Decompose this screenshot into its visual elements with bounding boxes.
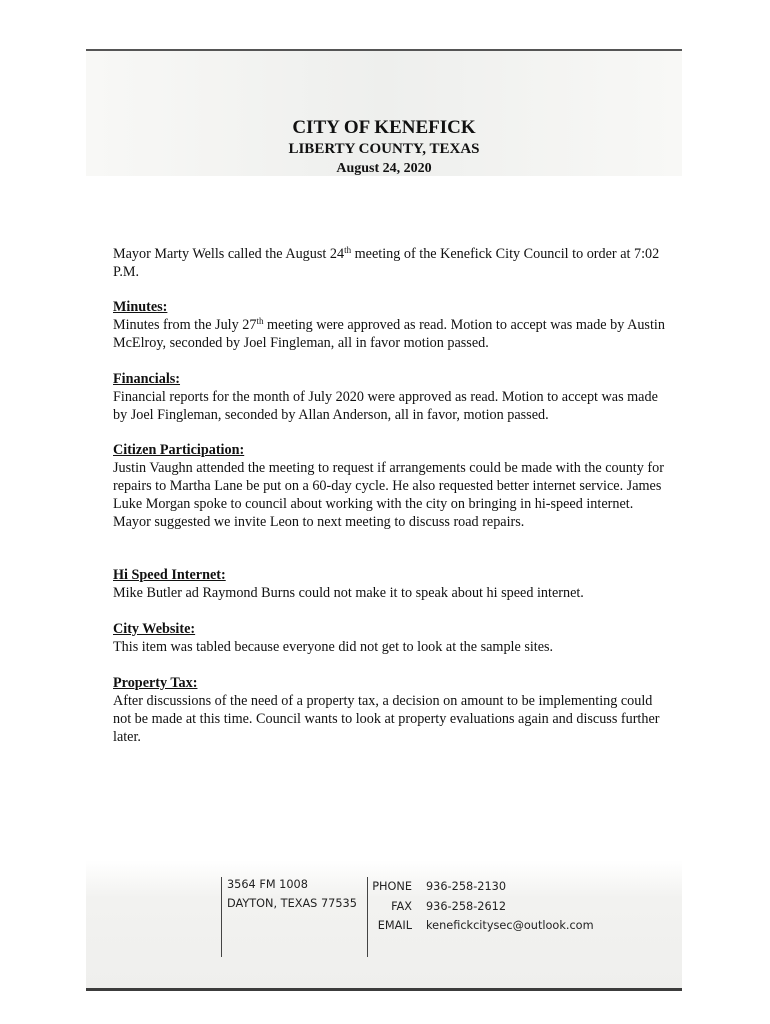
minutes-text-a: Minutes from the July 27 [113,317,257,333]
minutes-sup: th [256,316,264,326]
fax-number: 936-258-2612 [426,900,507,913]
section-heading: Minutes: [113,299,168,315]
page-title: CITY OF KENEFICK [292,117,476,138]
section-heading: Property Tax: [113,675,198,691]
section-text: Mike Butler ad Raymond Burns could not make it to speak about hi speed internet. [113,585,584,601]
address-line-2: DAYTON, TEXAS 77535 [227,897,357,910]
section-property-tax [113,674,673,746]
top-rule [86,49,682,51]
intro-text-b: meeting of the Kenefick City Council to order at 7:02 P.M. [113,246,660,280]
section-heading: Hi Speed Internet: [113,567,226,583]
section-text: Justin Vaughn attended the meeting to request if arrangements could be made with the county for repairs to Martha Lane be put on a 60-day cycle. He also requested better internet service. James Luke Morgan spoke to council about working with the city on bringing in hi-speed internet. Mayor suggested we invite Leon to next meeting to discuss road repairs. [113,460,664,530]
intro-sup: th [344,245,352,255]
section-text: After discussions of the need of a property tax, a decision on amount to be implementing could not be made at this time. Council wants to look at property evaluations again and discuss further later. [113,693,660,745]
section-heading: City Website: [113,621,196,637]
section-heading: Financials: [113,371,181,387]
intro-paragraph [113,245,673,281]
address-line-1: 3564 FM 1008 [227,878,308,891]
section-minutes [113,298,673,352]
email-address: kenefickcitysec@outlook.com [426,919,594,932]
phone-label: PHONE [372,880,412,893]
section-city-website [113,620,673,656]
section-text: Financial reports for the month of July 2020 were approved as read. Motion to accept was made by Joel Fingleman, seconded by Allan Anderson, all in favor, motion passed. [113,389,658,423]
phone-number: 936-258-2130 [426,880,507,893]
section-text: This item was tabled because everyone did not get to look at the sample sites. [113,639,554,655]
section-heading: Citizen Participation: [113,442,245,458]
section-citizen-participation [113,441,673,531]
minutes-text-b: meeting were approved as read. Motion to accept was made by Austin McElroy, seconded by Joel Fingleman, all in favor motion passed. [113,317,665,351]
meeting-date: August 24, 2020 [336,161,432,176]
section-financials [113,370,673,424]
bottom-rule [86,988,682,991]
fax-label: FAX [391,900,412,913]
email-label: EMAIL [377,919,412,932]
footer-divider-left [221,877,222,957]
letterhead [86,116,682,178]
section-hi-speed-internet [113,566,673,602]
county-subtitle: LIBERTY COUNTY, TEXAS [288,141,480,157]
intro-text-a: Mayor Marty Wells called the August 24 [113,246,345,262]
